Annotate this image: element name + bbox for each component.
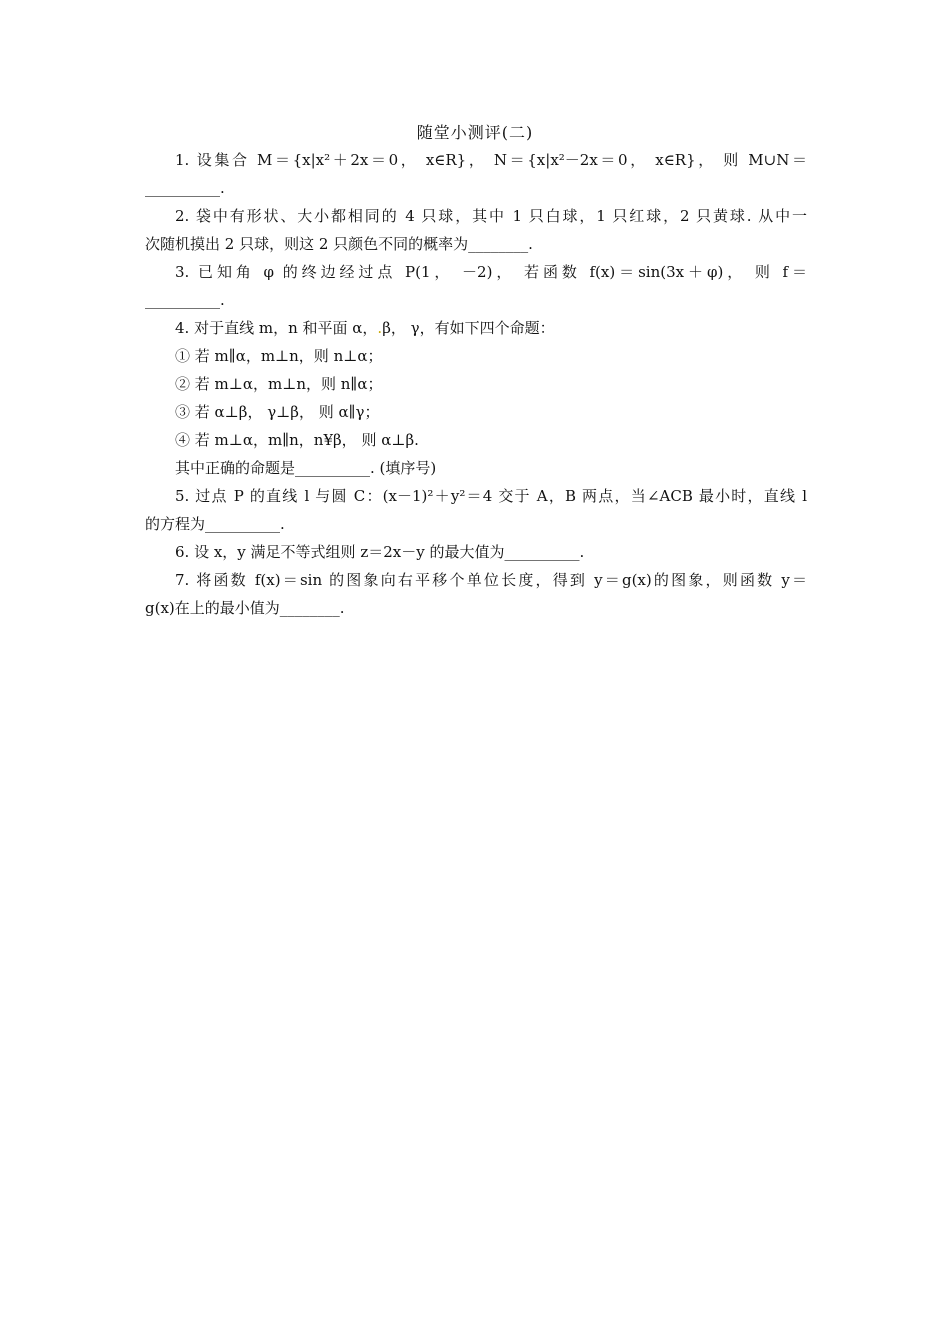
proposition-4: ④ 若 m⊥α，m∥n，n¥β， 则 α⊥β. xyxy=(175,431,419,449)
proposition-2: ② 若 m⊥α，m⊥n，则 n∥α； xyxy=(175,375,383,393)
proposition-3: ③ 若 α⊥β， γ⊥β， 则 α∥γ； xyxy=(175,403,380,421)
q3-line2: __________. xyxy=(145,291,225,309)
q1-line1: 1. 设集合 M＝{x|x²＋2x＝0， x∈R}， N＝{x|x²－2x＝0， x∈R}， 则 M∪N＝ xyxy=(175,151,807,169)
q4-stem-part2: β， γ，有如下四个命题： xyxy=(382,319,555,337)
proposition-1: ① 若 m∥α，m⊥n，则 n⊥α； xyxy=(175,347,383,365)
q4-stem-part1: 4. 对于直线 m，n 和平面 α， xyxy=(175,319,378,337)
marker-dot: . xyxy=(377,319,383,337)
q7-line1: 7. 将函数 f(x)＝sin 的图象向右平移个单位长度，得到 y＝g(x)的图象，则函数 y＝ xyxy=(175,571,807,589)
q2-line1: 2. 袋中有形状、大小都相同的 4 只球，其中 1 只白球，1 只红球，2 只黄球. 从中一 xyxy=(175,207,807,225)
q3-line1: 3. 已知角 φ 的终边经过点 P(1， －2)， 若函数 f(x)＝sin(3x＋φ)， 则 f＝ xyxy=(175,263,807,281)
q4-answer-line: 其中正确的命题是__________. (填序号) xyxy=(175,459,437,477)
q4-stem xyxy=(175,318,807,338)
q5-line1: 5. 过点 P 的直线 l 与圆 C：(x－1)²＋y²＝4 交于 A，B 两点，当∠ACB 最小时，直线 l xyxy=(175,487,807,505)
q5-line2: 的方程为__________. xyxy=(145,515,285,533)
q7-line2: g(x)在上的最小值为________. xyxy=(145,599,345,617)
q6-line: 6. 设 x，y 满足不等式组则 z＝2x－y 的最大值为__________. xyxy=(175,543,585,561)
page-title: 随堂小测评(二) xyxy=(416,123,534,142)
q2-line2: 次随机摸出 2 只球，则这 2 只颜色不同的概率为________. xyxy=(145,235,533,253)
q1-line2: __________. xyxy=(145,179,225,197)
